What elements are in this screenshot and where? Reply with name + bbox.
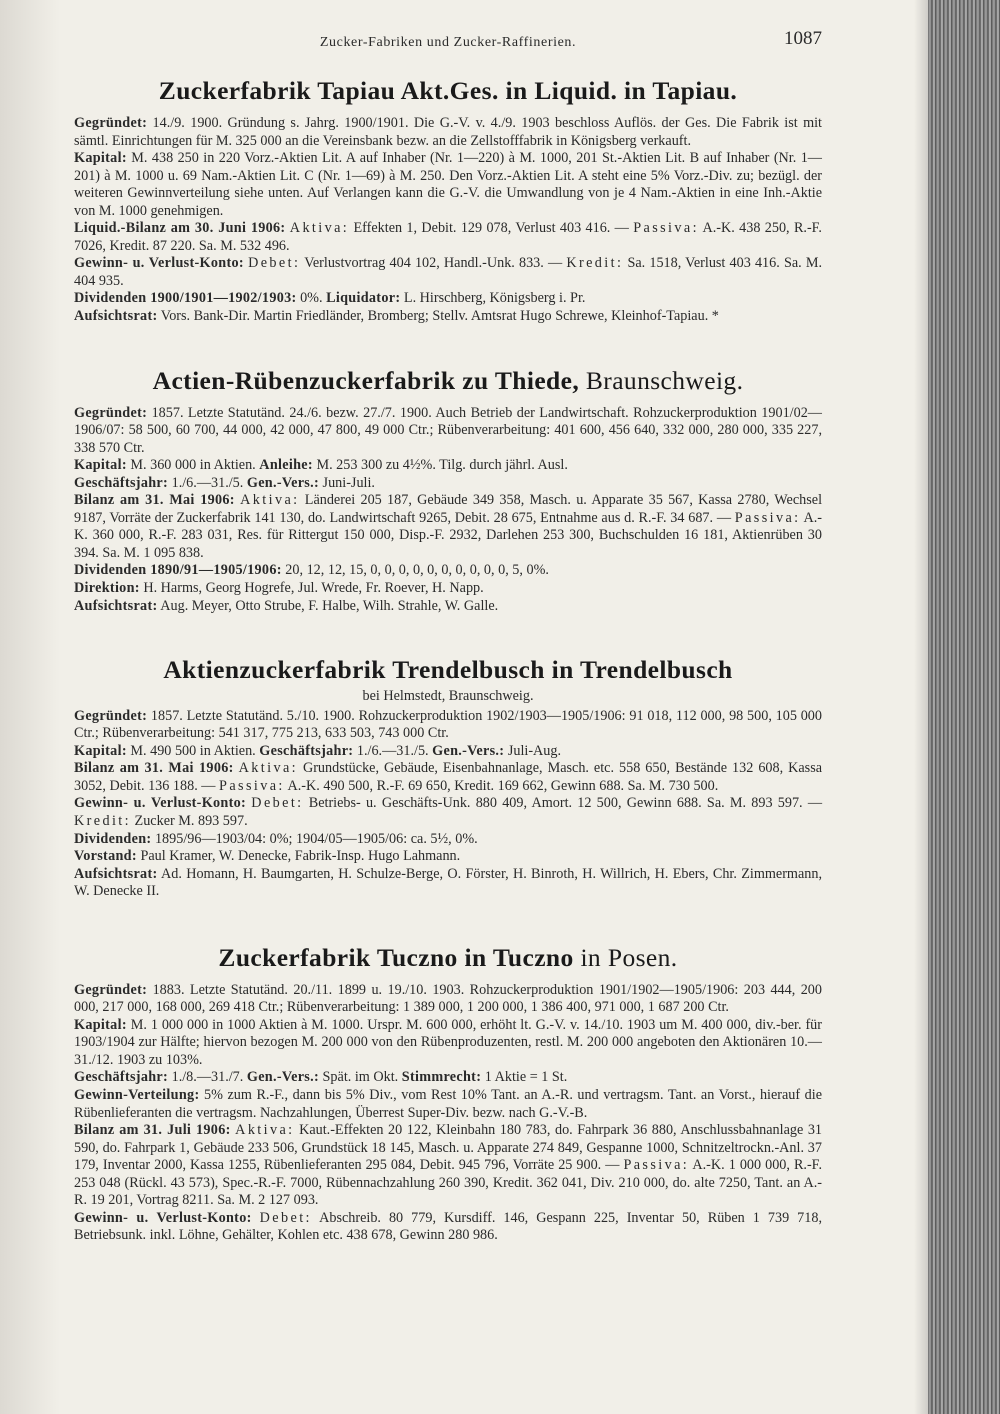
- field-label: Gewinn- u. Verlust-Konto:: [74, 795, 247, 812]
- entry-paragraph: [74, 1122, 822, 1210]
- field-text: L. Hirschberg, Königsberg i. Pr.: [400, 290, 586, 307]
- entry-paragraph: [74, 866, 822, 901]
- page-content: [74, 30, 822, 1245]
- entry-body: [74, 115, 822, 326]
- field-text: M. 490 500 in Aktien.: [126, 742, 260, 759]
- spaced-label: Debet:: [259, 1209, 312, 1226]
- field-label: Gegründet:: [74, 115, 148, 131]
- field-text: A.-K. 438 250, R.-F. 7026, Kredit. 87 220. Sa. M. 532 496.: [74, 220, 822, 254]
- field-text: 20, 12, 12, 15, 0, 0, 0, 0, 0, 0, 0, 0, 0, 0, 5, 0%.: [281, 562, 549, 579]
- field-text: Spät. im Okt.: [319, 1069, 402, 1086]
- field-label: Bilanz am 31. Mai 1906:: [74, 492, 235, 509]
- field-label: Geschäftsjahr:: [74, 474, 169, 491]
- field-text: M. 360 000 in Aktien.: [126, 457, 260, 474]
- field-text: 1./6.—31./5.: [353, 742, 433, 759]
- field-text: 1895/96—1903/04: 0%; 1904/05—1905/06: ca. 5½, 0%.: [151, 830, 478, 847]
- entry-body: [74, 982, 822, 1245]
- entry-tapiau: [74, 76, 822, 326]
- field-label: Gewinn-Verteilung:: [74, 1086, 200, 1103]
- entry-trendelbusch: [74, 655, 822, 901]
- field-label: Dividenden 1890/91—1905/1906:: [74, 562, 282, 579]
- field-label: Bilanz am 31. Mai 1906:: [74, 760, 234, 777]
- entry-paragraph: [74, 562, 822, 580]
- field-label: Gegründet:: [74, 707, 148, 724]
- field-label: Stimmrecht:: [401, 1069, 482, 1086]
- field-text: A.-K. 1 000 000, R.-F. 253 048 (Rückl. 43 573), Spec.-R.-F. 7000, Rübennachzahlung 260 390, Kredit. 362 041, Div. 210 000, do. alte 7250, Tant. an A.-R. 19 201, Vortrag 8211. Sa. M. 2 127 093.: [74, 1157, 822, 1209]
- field-label: Liquidator:: [326, 290, 401, 307]
- field-label: Gen.-Vers.:: [246, 1069, 319, 1086]
- field-label: Kapital:: [74, 150, 127, 167]
- entry-paragraph: [74, 150, 822, 220]
- entry-paragraph: [74, 220, 822, 255]
- entry-title: Zuckerfabrik Tapiau Akt.Ges. in Liquid. in Tapiau.: [158, 76, 738, 105]
- running-title: Zucker-Fabriken und Zucker-Raffinerien.: [319, 35, 577, 50]
- entry-paragraph: [74, 1069, 822, 1087]
- field-text: 1857. Letzte Statutänd. 5./10. 1900. Rohzuckerproduktion 1902/1903—1905/1906: 91 018, 112 000, 98 500, 105 000 Ctr.; Rübenverarbeitung: 541 317, 775 213, 633 503, 743 000 Ctr.: [74, 707, 822, 742]
- entry-paragraph: [74, 492, 822, 562]
- field-text: M. 438 250 in 220 Vorz.-Aktien Lit. A auf Inhaber (Nr. 1—220) à M. 1000, 201 St.-Aktien Lit. B auf Inhaber (Nr. 1—201) à M. 1000 u. 69 Nam.-Aktien Lit. C (Nr. 1—69) à M. 250. Den Vorz.-Aktien Lit. A steht eine 5% Vorz.-Div. zu; bezügl. der weiteren Gewinnverteilung siehe unten. Auf Verlangen kann die G.-V. die Umwandlung von je 4 Nam.-Aktien in eine Inh.-Aktie von M. 1000 genehmigen.: [74, 150, 822, 219]
- entry-subtitle: bei Helmstedt, Braunschweig.: [362, 688, 534, 705]
- entry-paragraph: [74, 982, 822, 1017]
- field-label: Gen.-Vers.:: [246, 474, 319, 491]
- entry-paragraph: [74, 1210, 822, 1245]
- field-label: Gewinn- u. Verlust-Konto:: [74, 1209, 252, 1226]
- field-text: Verlustvortrag 404 102, Handl.-Unk. 833. —: [300, 255, 567, 272]
- field-label: Gegründet:: [74, 981, 148, 998]
- entry-tuczno: [74, 943, 822, 1245]
- entry-title: Actien-Rübenzuckerfabrik zu Thiede, Braunschweig.: [152, 365, 744, 395]
- field-label: Gen.-Vers.:: [432, 742, 505, 759]
- entry-paragraph: [74, 290, 822, 308]
- spaced-label: Debet:: [248, 255, 301, 272]
- field-label: Aufsichtsrat:: [74, 597, 158, 614]
- running-header: [74, 30, 822, 54]
- field-text: Länderei 205 187, Gebäude 349 358, Masch. u. Apparate 35 567, Kassa 2780, Wechsel 9187, Vorräte der Zuckerfabrik 141 130, do. Landwirtschaft 9265, Debit. 28 675, Entnahme aus d. R.-F. 34 687. —: [74, 492, 823, 526]
- field-text: 1 Aktie = 1 St.: [481, 1069, 568, 1086]
- field-text: [252, 1210, 260, 1226]
- field-text: Zucker M. 893 597.: [131, 812, 248, 829]
- spaced-label: Aktiva:: [238, 760, 298, 777]
- field-text: Betriebs- u. Geschäfts-Unk. 880 409, Amort. 12 500, Gewinn 688. Sa. M. 893 597. —: [303, 795, 823, 812]
- entry-paragraph: [74, 580, 822, 598]
- field-label: Aufsichtsrat:: [74, 865, 158, 882]
- spaced-label: Aktiva:: [289, 220, 350, 237]
- field-label: Dividenden 1900/1901—1902/1903:: [74, 290, 297, 307]
- field-label: Kapital:: [74, 1016, 127, 1033]
- field-text: 5% zum R.-F., dann bis 5% Div., vom Rest 10% Tant. an A.-R. und vertragsm. Tant. an Vorst., hierauf die Rübenlieferanten die vertragsm. Nachzahlungen, Überrest Super-Div. bezw. nach G.-V.-B.: [74, 1086, 822, 1121]
- spaced-label: Kredit:: [566, 255, 624, 272]
- field-label: Vorstand:: [74, 848, 137, 865]
- field-label: Bilanz am 31. Juli 1906:: [74, 1122, 231, 1139]
- field-text: Sa. 1518, Verlust 403 416. Sa. M. 404 935.: [74, 255, 822, 289]
- field-label: Anleihe:: [259, 457, 313, 474]
- entry-paragraph: [74, 308, 822, 326]
- field-label: Geschäftsjahr:: [259, 742, 354, 759]
- entry-paragraph: [74, 255, 822, 290]
- entry-body: [74, 708, 822, 901]
- entry-paragraph: [74, 1017, 822, 1070]
- spaced-label: Aktiva:: [240, 492, 300, 509]
- field-text: Juli-Aug.: [504, 742, 562, 759]
- entry-title: Zuckerfabrik Tuczno in Tuczno in Posen.: [218, 942, 678, 972]
- entry-paragraph: [74, 1087, 822, 1122]
- field-text: Abschreib. 80 779, Kursdiff. 146, Gespann 225, Inventar 50, Rüben 1 739 718, Betriebsunk. inkl. Löhne, Gehälter, Kohlen etc. 438 678, Gewinn 280 986.: [74, 1209, 823, 1244]
- field-text: Grundstücke, Gebäude, Eisenbahnanlage, Masch. etc. 558 650, Bestände 132 608, Kassa 3052, Debit. 136 188. —: [74, 760, 823, 794]
- field-text: Kaut.-Effekten 20 122, Kleinbahn 180 783, do. Fahrpark 36 880, Anschlussbahnanlage 31 590, do. Fahrpark 1, Gebäude 233 506, Grundstück 18 145, Masch. u. Apparate 274 849, Gespanne 1000, Schnitzeltrockn.-Anl. 37 179, Inventar 2000, Kassa 1255, Rübenlieferanten 295 084, Debit. 945 796, Vorräte 25 900. —: [74, 1122, 823, 1174]
- entry-paragraph: [74, 115, 822, 150]
- spaced-label: Passiva:: [219, 777, 285, 794]
- field-text: 14./9. 1900. Gründung s. Jahrg. 1900/1901. Die G.-V. v. 4./9. 1903 beschloss Auflös. der Ges. Die Fabrik ist mit sämtl. Einrichtungen für M. 325 000 an die Vereinsbank bezw. an die Zellstofffabrik in Königsberg verkauft.: [74, 115, 822, 149]
- field-text: 1883. Letzte Statutänd. 20./11. 1899 u. 19./10. 1903. Rohzuckerproduktion 1901/1902—1905/1906: 203 444, 200 000, 217 000, 168 000, 269 418 Ctr.; Rübenverarbeitung: 1 389 000, 1 200 000, 1 386 400, 971 000, 1 687 200 Ctr.: [74, 981, 822, 1016]
- spaced-label: Kredit:: [74, 812, 131, 829]
- field-text: Juni-Juli.: [319, 474, 375, 491]
- field-label: Kapital:: [74, 457, 127, 474]
- entry-paragraph: [74, 457, 822, 475]
- spaced-label: Passiva:: [734, 509, 801, 526]
- entry-thiede: [74, 366, 822, 616]
- entry-paragraph: [74, 848, 822, 866]
- field-label: Geschäftsjahr:: [74, 1069, 169, 1086]
- page-number: 1087: [784, 28, 822, 49]
- entry-paragraph: [74, 831, 822, 849]
- field-label: Aufsichtsrat:: [74, 308, 158, 325]
- field-label: Gegründet:: [74, 404, 148, 421]
- entry-paragraph: [74, 598, 822, 616]
- field-label: Liquid.-Bilanz am 30. Juni 1906:: [74, 220, 286, 237]
- entry-paragraph: [74, 405, 822, 458]
- field-label: Gewinn- u. Verlust-Konto:: [74, 255, 244, 272]
- field-text: 1./8.—31./7.: [168, 1069, 247, 1086]
- field-text: Aug. Meyer, Otto Strube, F. Halbe, Wilh. Strahle, W. Galle.: [157, 597, 499, 614]
- field-text: 1./6.—31./5.: [168, 474, 247, 491]
- entry-paragraph: [74, 760, 822, 795]
- spaced-label: Passiva:: [623, 1157, 690, 1174]
- field-text: M. 1 000 000 in 1000 Aktien à M. 1000. Urspr. M. 600 000, erhöht lt. G.-V. v. 14./10. 1903 um M. 400 000, div.-ber. für 1903/1904 zur Hälfte; hiervon bezogen M. 200 000 von den Rübenproduzenten, restl. M. 200 000 angeboten den Aktionären 10.—31./12. 1903 zu 103%.: [74, 1016, 822, 1068]
- spaced-label: Debet:: [251, 795, 304, 812]
- field-text: H. Harms, Georg Hogrefe, Jul. Wrede, Fr. Roever, H. Napp.: [139, 580, 484, 597]
- field-label: Dividenden:: [74, 830, 152, 847]
- field-text: M. 253 300 zu 4½%. Tilg. durch jährl. Ausl.: [312, 457, 568, 474]
- spaced-label: Aktiva:: [235, 1122, 295, 1139]
- field-text: Ad. Homann, H. Baumgarten, H. Schulze-Berge, O. Förster, H. Binroth, H. Willrich, H. Ebers, Chr. Zimmermann, W. Denecke II.: [74, 865, 822, 900]
- field-label: Direktion:: [74, 580, 140, 597]
- entry-body: [74, 405, 822, 616]
- field-label: Kapital:: [74, 742, 127, 759]
- page-gutter-shadow: [914, 0, 928, 1414]
- spaced-label: Passiva:: [633, 220, 699, 237]
- entry-paragraph: [74, 743, 822, 761]
- entry-paragraph: [74, 795, 822, 830]
- field-text: A.-K. 490 500, R.-F. 69 650, Kredit. 169 662, Gewinn 688. Sa. M. 730 500.: [284, 777, 719, 794]
- entry-paragraph: [74, 475, 822, 493]
- field-text: Effekten 1, Debit. 129 078, Verlust 403 416. —: [349, 220, 634, 237]
- field-text: Paul Kramer, W. Denecke, Fabrik-Insp. Hugo Lahmann.: [136, 848, 461, 865]
- book-page-edges: [928, 0, 1000, 1414]
- field-text: 1857. Letzte Statutänd. 24./6. bezw. 27./7. 1900. Auch Betrieb der Landwirtschaft. Rohzuckerproduktion 1901/02—1906/07: 58 500, 60 700, 44 000, 42 000, 47 800, 49 000 Ctr.; Rübenverarbeitung: 401 600, 456 640, 332 000, 280 000, 335 227, 338 570 Ctr.: [74, 404, 822, 456]
- field-text: Vors. Bank-Dir. Martin Friedländer, Bromberg; Stellv. Amtsrat Hugo Schrewe, Kleinhof-Tapiau. *: [157, 308, 719, 325]
- field-text: A.-K. 360 000, R.-F. 283 031, Res. für Rittergut 150 000, Disp.-F. 2932, Darlehen 253 300, Buchschulden 16 181, Aktienrüben 30 394. Sa. M. 1 095 838.: [74, 509, 822, 561]
- entry-title: Aktienzuckerfabrik Trendelbusch in Trendelbusch: [163, 655, 733, 685]
- field-text: 0%.: [296, 290, 327, 307]
- entry-paragraph: [74, 708, 822, 743]
- page-shadow-left: [0, 0, 60, 1414]
